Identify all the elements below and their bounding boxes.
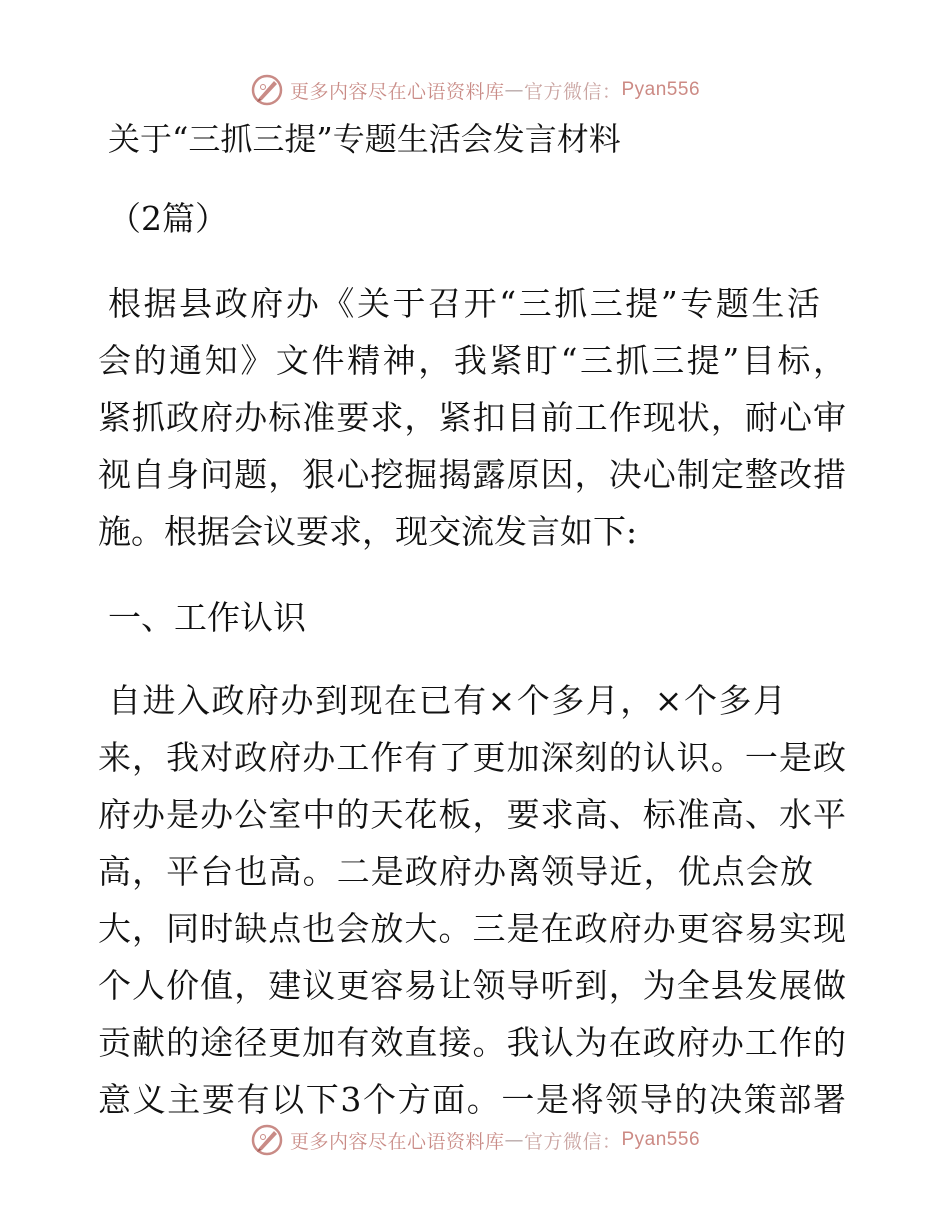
section-heading: 一、工作认识 — [108, 598, 306, 637]
watermark-footer — [0, 1120, 950, 1160]
intro-line-3: 紧抓政府办标准要求，紧扣目前工作现状，耐心审 — [98, 398, 846, 437]
section-line-7: 贡献的途径更加有效直接。我认为在政府办工作的 — [98, 1023, 846, 1062]
section-line-4: 高，平台也高。二是政府办离领导近，优点会放 — [98, 852, 813, 891]
section-line-5: 大，同时缺点也会放大。三是在政府办更容易实现 — [98, 909, 846, 948]
intro-line-1: 根据县政府办《关于召开“三抓三提”专题生活 — [108, 284, 820, 323]
watermark-text: 更多内容尽在心语资料库 — [289, 80, 505, 103]
watermark-wechat-id: Pyan556 — [621, 79, 701, 100]
watermark-dash: — — [504, 79, 524, 101]
document-body — [98, 120, 858, 1119]
quill-pen-seal-icon — [250, 1123, 284, 1157]
section-line-2: 来，我对政府办工作有了更加深刻的认识。一是政 — [98, 738, 846, 777]
quill-pen-seal-icon — [250, 73, 284, 107]
intro-line-2: 会的通知》文件精神，我紧盯“三抓三提”目标， — [98, 341, 846, 380]
section-line-8: 意义主要有以下3个方面。一是将领导的决策部署 — [98, 1080, 846, 1119]
watermark-header — [0, 70, 950, 110]
section-line-1: 自进入政府办到现在已有×个多月，×个多月 — [108, 681, 786, 720]
watermark-wechat-id: Pyan556 — [621, 1129, 701, 1150]
section-line-3: 府办是办公室中的天花板，要求高、标准高、水平 — [98, 795, 846, 834]
watermark-wechat-label: 官方微信： — [523, 80, 622, 103]
section-line-6: 个人价值，建议更容易让领导听到，为全县发展做 — [98, 966, 846, 1005]
intro-line-5: 施。根据会议要求，现交流发言如下: — [98, 512, 638, 551]
watermark-dash: — — [504, 1129, 524, 1151]
watermark-text: 更多内容尽在心语资料库 — [289, 1130, 505, 1153]
watermark-wechat-label: 官方微信： — [523, 1130, 622, 1153]
document-title: 关于“三抓三提”专题生活会发言材料 — [108, 120, 621, 158]
document-subtitle: （2篇） — [108, 199, 228, 238]
intro-line-4: 视自身问题，狠心挖掘揭露原因，决心制定整改措 — [98, 455, 846, 494]
